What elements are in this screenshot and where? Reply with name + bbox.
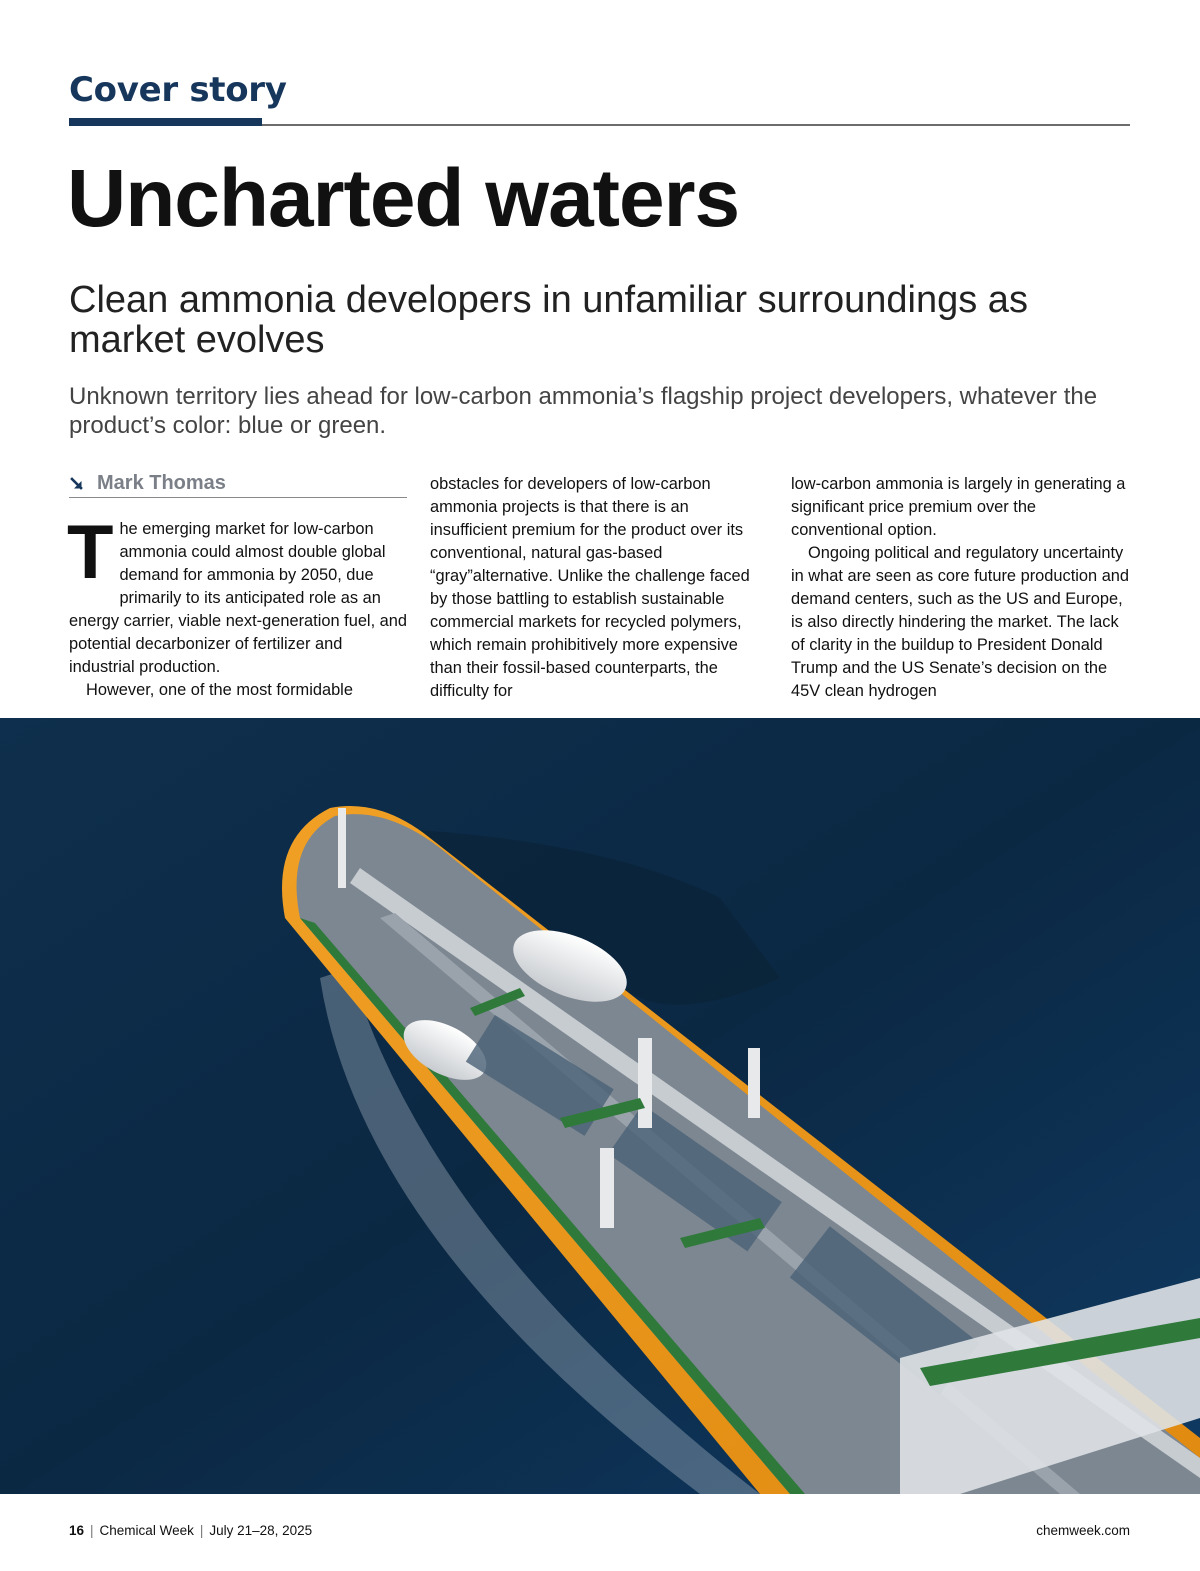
section-label: Cover story — [69, 70, 287, 110]
deck: Clean ammonia developers in unfamiliar surroundings as market evolves — [69, 279, 1028, 361]
publication-name: Chemical Week — [99, 1523, 194, 1538]
article-column-2 — [430, 473, 770, 703]
author-name[interactable]: Mark Thomas — [97, 472, 226, 494]
article-paragraph: Ongoing political and regulatory uncertainty in what are seen as core future production and demand centers, such as the US and Europe, is also directly hindering the market. The lack of clarity in the buildup to President Donald Trump and the US Senate’s decision on the 45V clean hydrogen — [791, 544, 1130, 700]
issue-date: July 21–28, 2025 — [209, 1523, 313, 1538]
article-paragraph: low-carbon ammonia is largely in generating a significant price premium over the conventional option. — [791, 475, 1126, 539]
article-column-1 — [67, 510, 409, 702]
footer-folio: 16 | Chemical Week | July 21–28, 2025 — [69, 1523, 313, 1538]
article-paragraph — [67, 510, 409, 679]
website-link[interactable]: chemweek.com — [1036, 1523, 1130, 1538]
page-number: 16 — [69, 1523, 85, 1538]
section-accent-bar — [69, 118, 262, 126]
arrow-down-right-icon — [69, 476, 85, 492]
dropcap: T — [67, 510, 114, 595]
article-column-3 — [791, 473, 1131, 703]
byline — [69, 472, 407, 498]
paragraph-text: he emerging market for low-carbon ammonia could almost double global demand for ammonia by 2050, due primarily to its anticipated role as an energy carrier, viable next-generation fuel, and potential decarbonizer of fertilizer and industrial production. — [69, 520, 408, 676]
tanker-photo — [0, 718, 1200, 1494]
standfirst: Unknown territory lies ahead for low-carbon ammonia’s flagship project developers, whatever the product’s color: blue or green. — [69, 383, 1098, 439]
headline: Uncharted waters — [67, 153, 740, 244]
article-paragraph: However, one of the most formidable — [86, 681, 353, 699]
article-paragraph: obstacles for developers of low-carbon ammonia projects is that there is an insufficient premium for the product over its conventional, natural gas-based “gray”alternative. Unlike the challenge faced by those battling to establish sustainable commercial markets for recycled polymers, which remain prohibitively more expensive than their fossil-based counterparts, the difficulty for — [430, 475, 750, 700]
